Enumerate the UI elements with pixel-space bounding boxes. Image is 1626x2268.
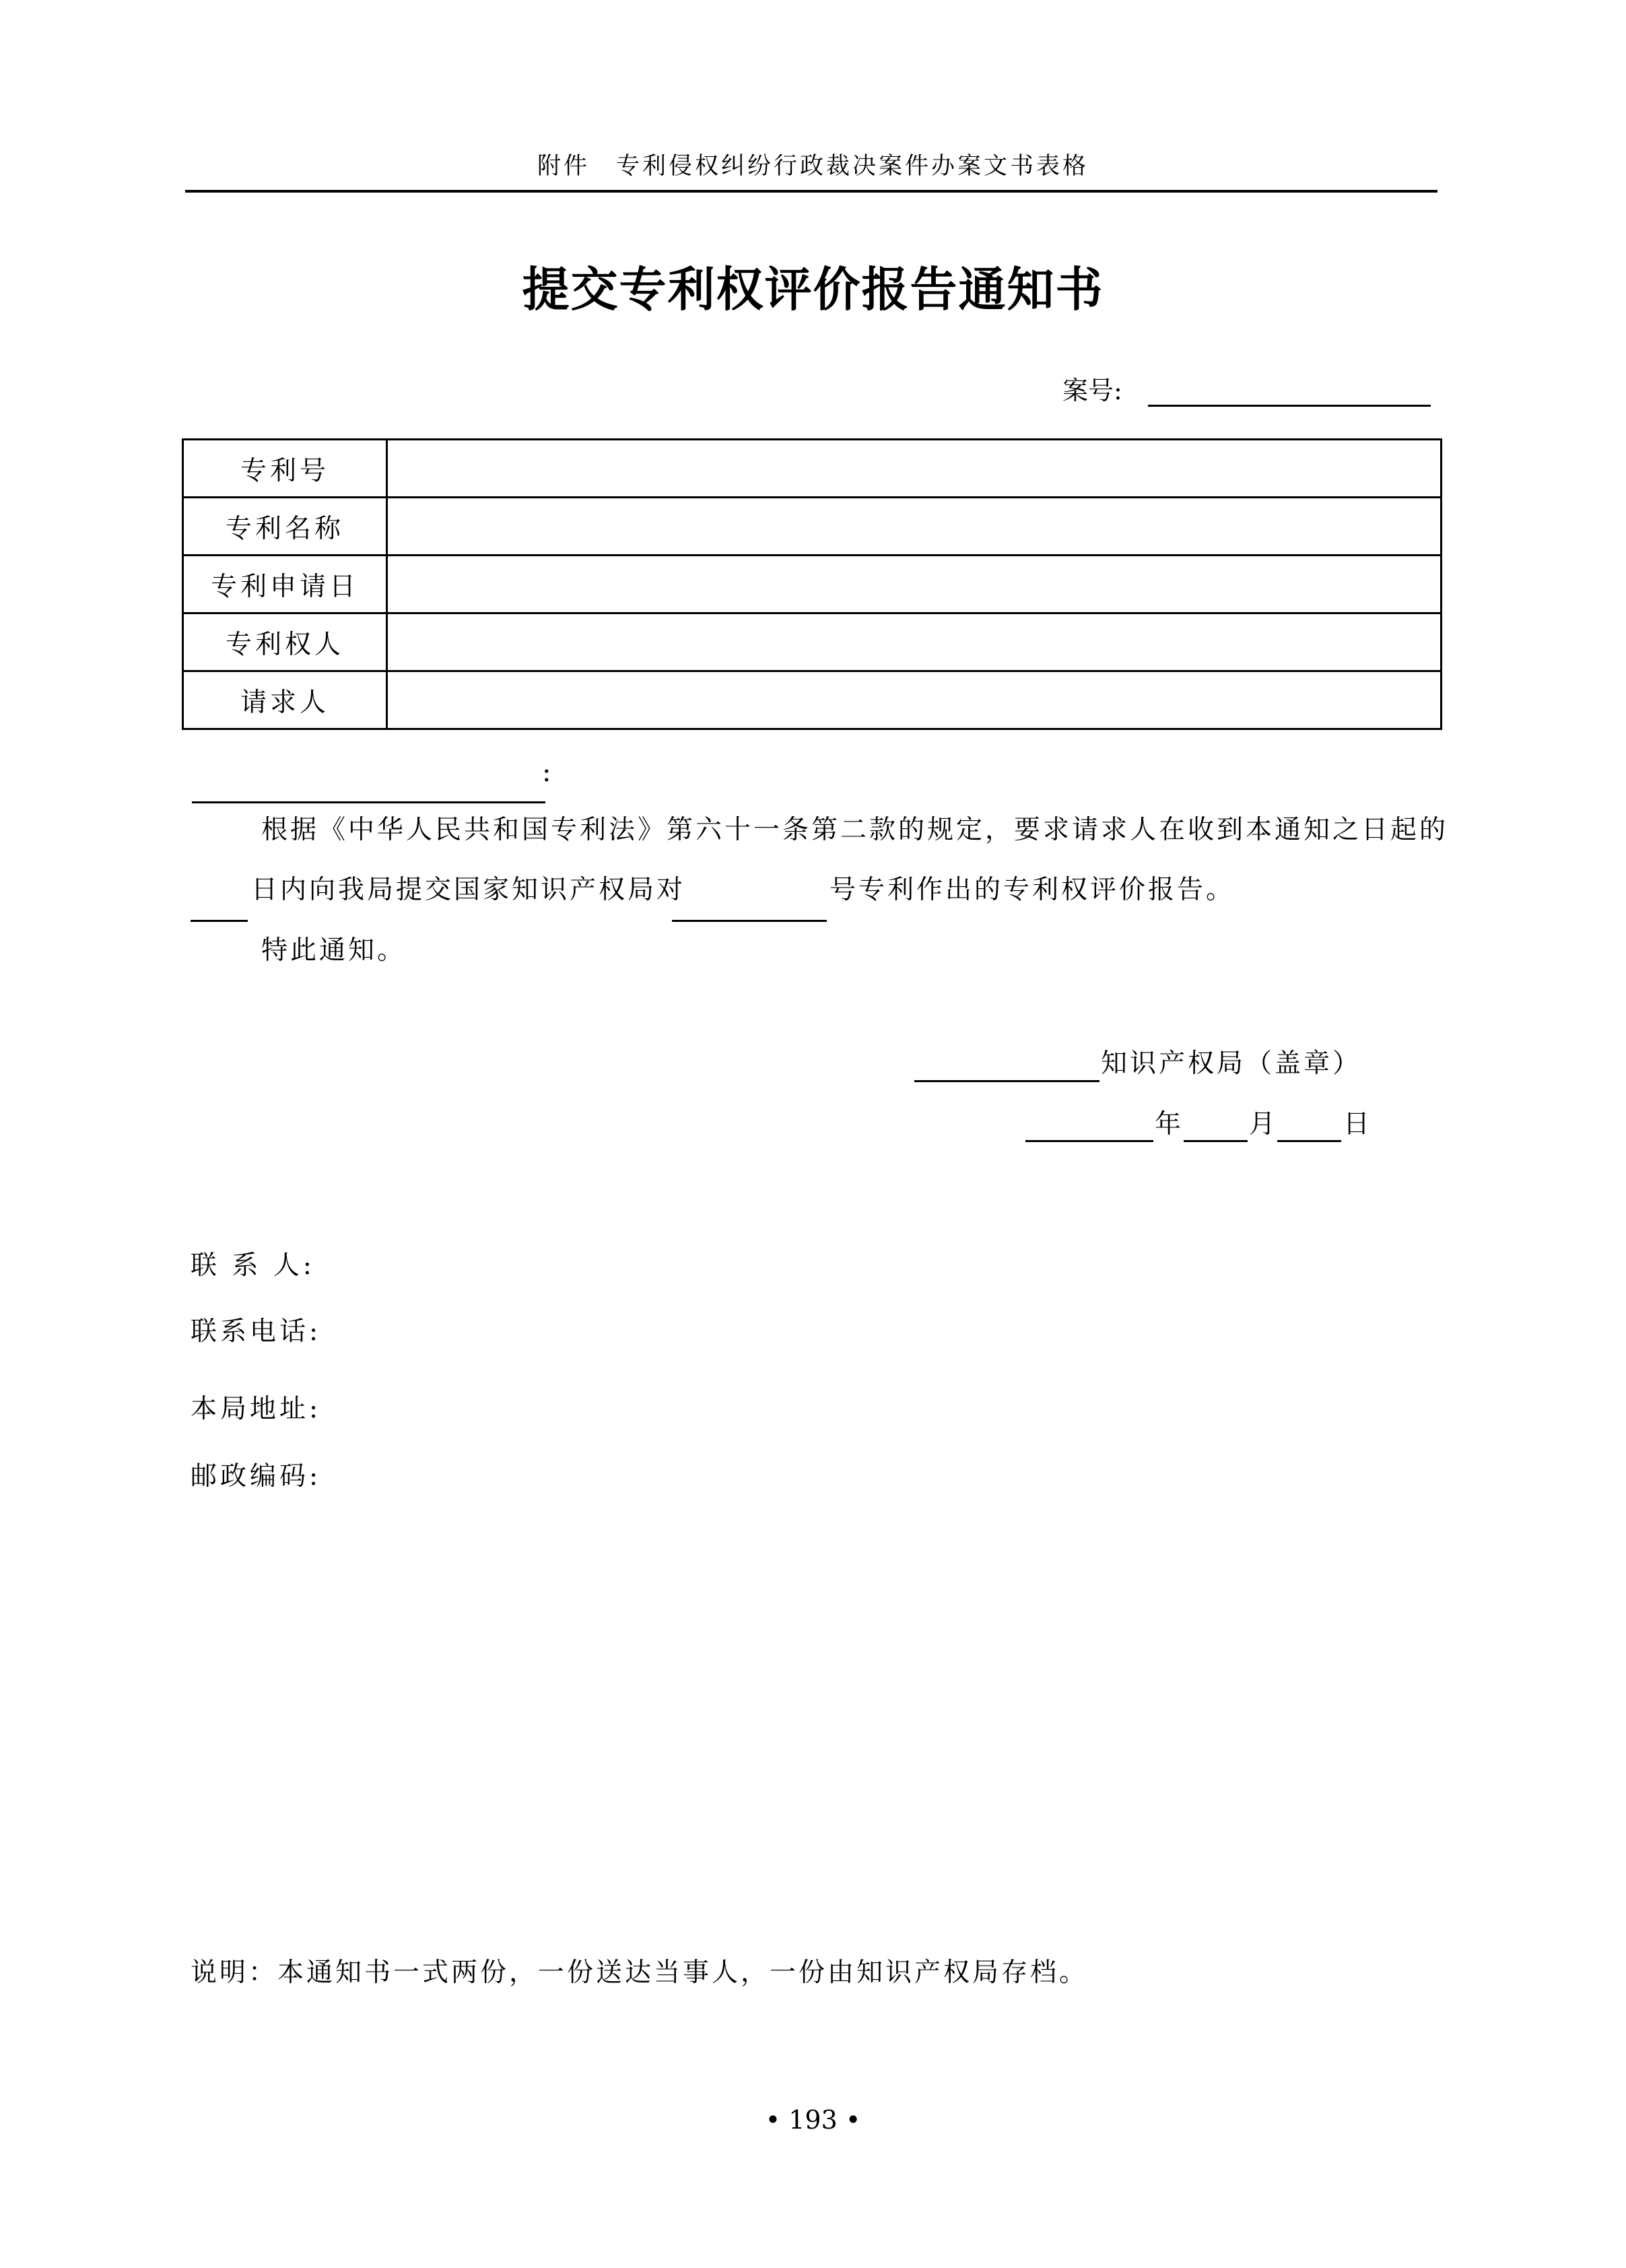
- row-label-patent-number: 专利号: [183, 440, 387, 498]
- running-header: 附件 专利侵权纠纷行政裁决案件办案文书表格: [537, 153, 1089, 180]
- addressee-blank: [192, 801, 545, 803]
- body-line-2-part-1: 日内向我局提交国家知识产权局对: [251, 875, 686, 905]
- document-title: 提交专利权评价报告通知书: [522, 261, 1104, 317]
- row-label-requester: 请求人: [183, 671, 387, 729]
- year-blank: [1025, 1140, 1153, 1142]
- month-label: 月: [1249, 1109, 1279, 1139]
- patent-info-table: [182, 438, 1442, 730]
- table-row: [183, 440, 1442, 498]
- day-blank: [1277, 1140, 1341, 1142]
- day-label: 日: [1343, 1109, 1373, 1139]
- contact-phone-label: 联系电话:: [191, 1316, 322, 1347]
- row-value-application-date: [387, 556, 1442, 613]
- case-number-label: 案号:: [1062, 376, 1122, 405]
- days-blank: [191, 920, 248, 922]
- body-line-2-part-2: 号专利作出的专利权评价报告。: [829, 875, 1235, 905]
- office-name-blank: [914, 1080, 1099, 1082]
- office-seal-label: 知识产权局（盖章）: [1101, 1048, 1362, 1079]
- office-address-label: 本局地址:: [191, 1394, 322, 1424]
- table-row: [183, 556, 1442, 613]
- row-value-patent-number: [387, 440, 1442, 498]
- year-label: 年: [1155, 1109, 1184, 1139]
- case-number-blank: [1148, 405, 1431, 407]
- patent-number-blank: [672, 920, 827, 922]
- addressee-colon: :: [542, 757, 551, 788]
- body-line-3: 特此通知。: [261, 935, 407, 966]
- page-number: • 193 •: [765, 2105, 861, 2135]
- table-row: [183, 671, 1442, 729]
- contact-person-label: 联 系 人:: [191, 1250, 315, 1281]
- row-value-patent-name: [387, 498, 1442, 556]
- postcode-label: 邮政编码:: [191, 1461, 322, 1492]
- row-label-patent-name: 专利名称: [183, 498, 387, 556]
- header-rule: [185, 190, 1437, 193]
- row-label-patentee: 专利权人: [183, 613, 387, 671]
- table-row: [183, 498, 1442, 556]
- month-blank: [1184, 1140, 1248, 1142]
- table-row: [183, 613, 1442, 671]
- body-line-1: 根据《中华人民共和国专利法》第六十一条第二款的规定，要求请求人在收到本通知之日起的: [261, 815, 1449, 845]
- row-label-application-date: 专利申请日: [183, 556, 387, 613]
- row-value-patentee: [387, 613, 1442, 671]
- explanation-note: 说明：本通知书一式两份，一份送达当事人，一份由知识产权局存档。: [191, 1958, 1089, 1988]
- row-value-requester: [387, 671, 1442, 729]
